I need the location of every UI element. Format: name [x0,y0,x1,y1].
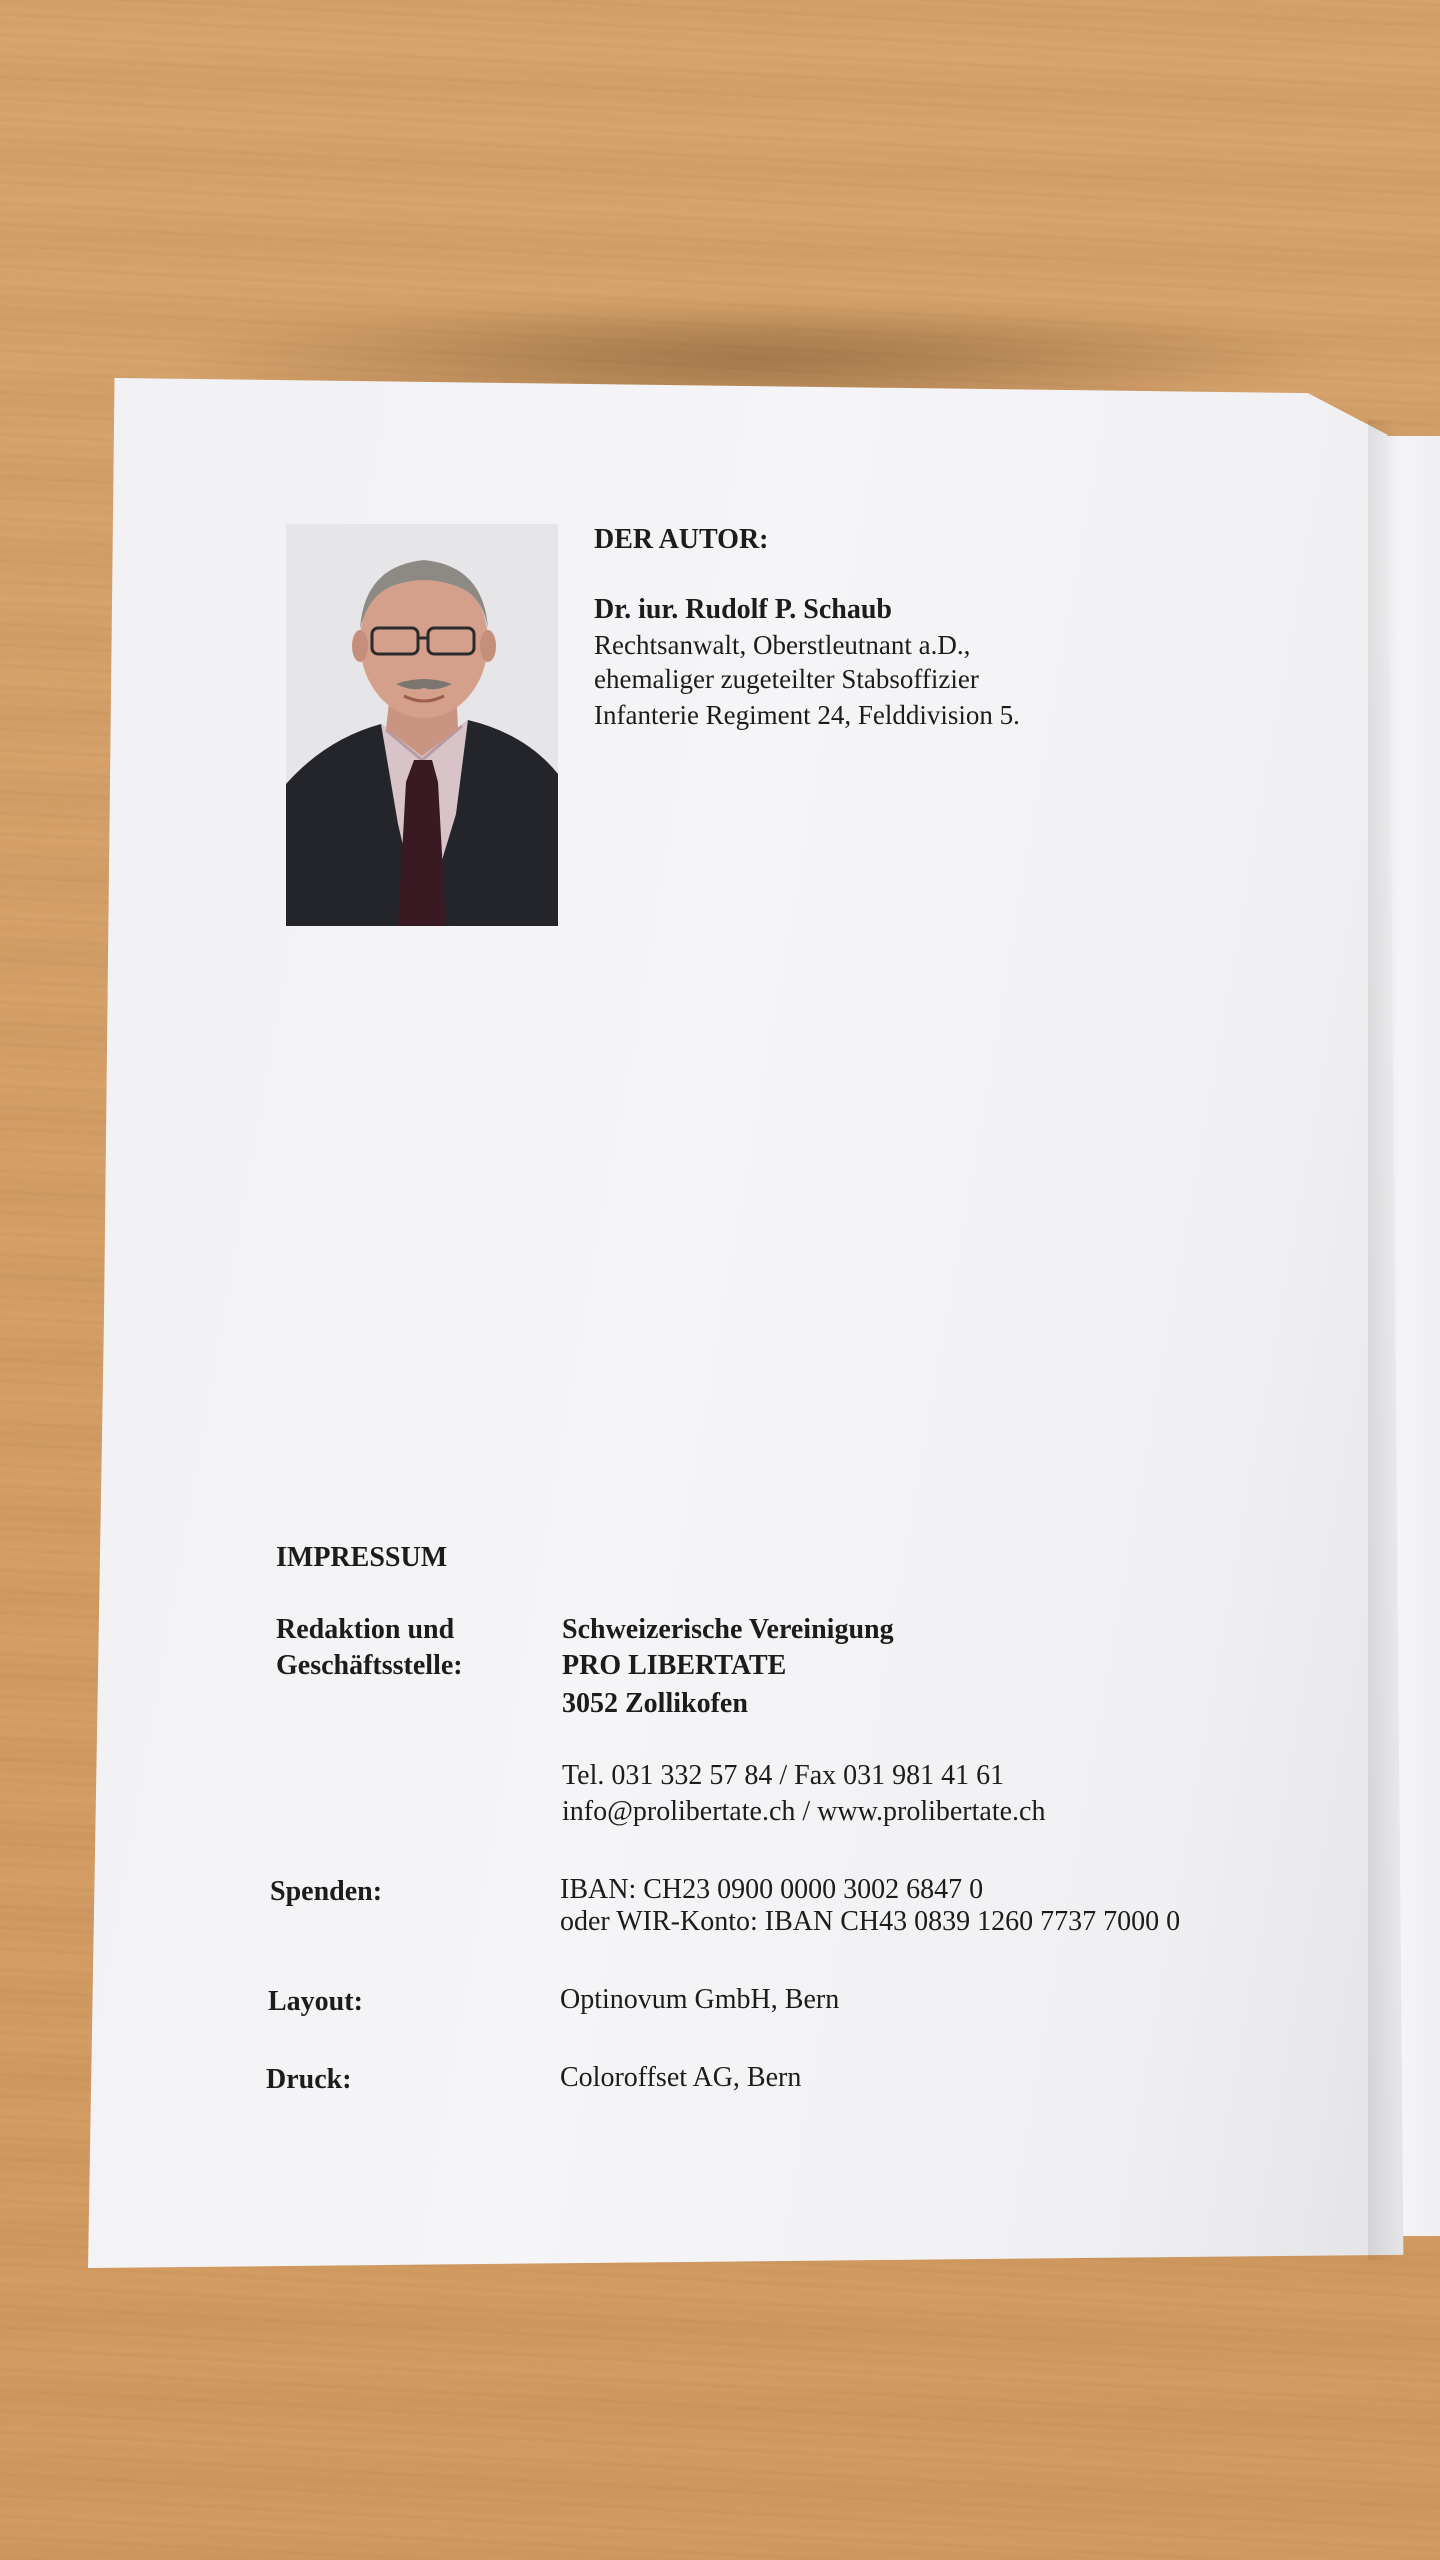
author-portrait-photo [286,524,558,926]
organization-name: PRO LIBERTATE [562,1650,787,1681]
spenden-label: Spenden: [270,1876,383,1907]
redaktion-label: Geschäftsstelle: [276,1650,463,1681]
layout-value: Optinovum GmbH, Bern [560,1984,840,2015]
layout-label: Layout: [268,1986,363,2017]
author-bio-line: Infanterie Regiment 24, Felddivision 5. [594,700,1020,730]
organization-name: Schweizerische Vereinigung [562,1614,894,1645]
druck-label: Druck: [266,2064,352,2095]
druck-value: Coloroffset AG, Bern [560,2062,802,2093]
author-name: Dr. iur. Rudolf P. Schaub [594,594,893,625]
contact-phone-fax: Tel. 031 332 57 84 / Fax 031 981 41 61 [562,1760,1005,1791]
author-heading: DER AUTOR: [594,524,769,555]
redaktion-label: Redaktion und [276,1614,455,1645]
page-fold-shade [1368,420,1398,2260]
author-bio-line: ehemaliger zugeteilter Stabsoffizier [594,664,979,694]
author-bio-line: Rechtsanwalt, Oberstleutnant a.D., [594,630,971,660]
organization-address: 3052 Zollikofen [562,1688,748,1719]
spenden-wir-iban: oder WIR-Konto: IBAN CH43 0839 1260 7737 7000 0 [560,1906,1181,1937]
impressum-heading: IMPRESSUM [276,1542,448,1573]
spenden-iban: IBAN: CH23 0900 0000 3002 6847 0 [560,1874,984,1905]
contact-email-web: info@prolibertate.ch / www.prolibertate.ch [562,1796,1046,1827]
